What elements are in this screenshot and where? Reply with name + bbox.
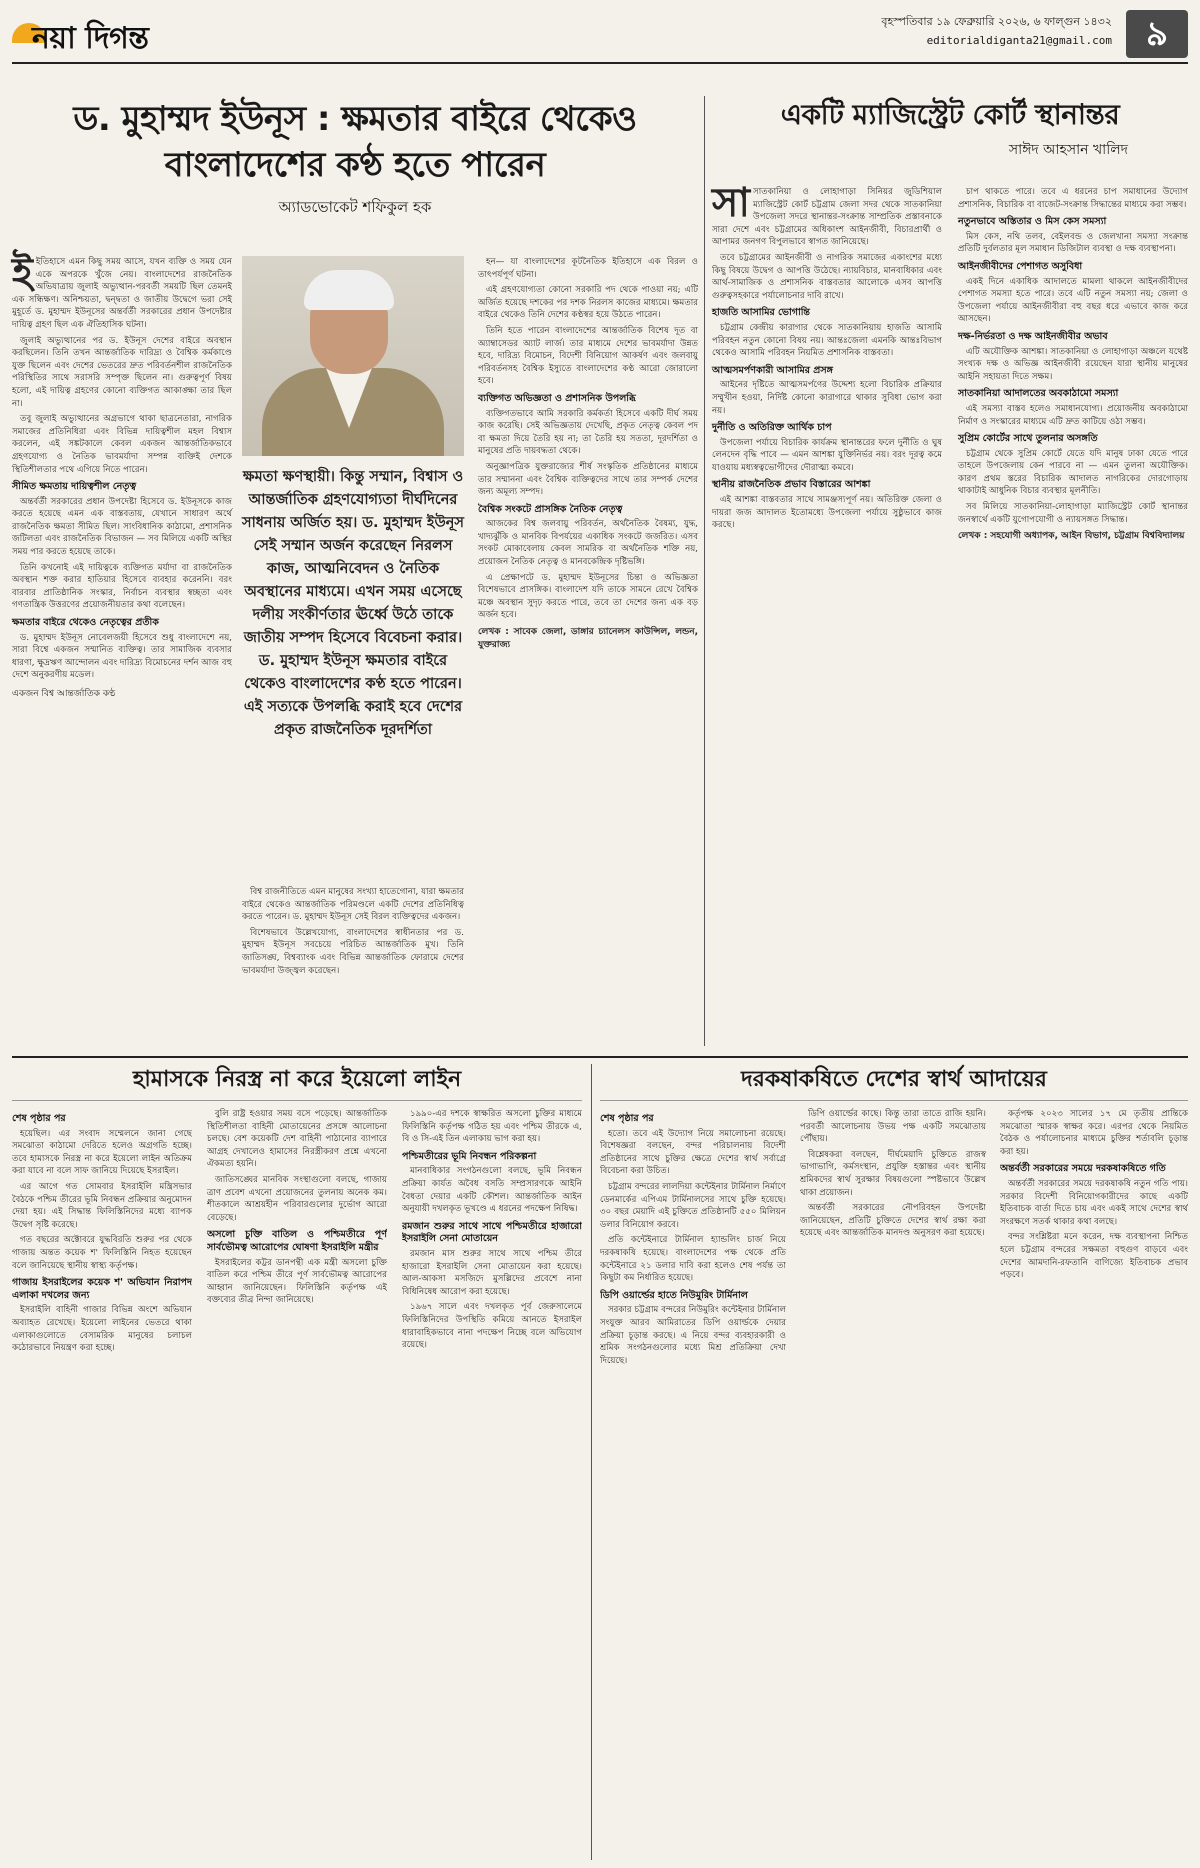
paragraph: তিনি হতে পারেন বাংলাদেশের আন্তর্জাতিক বিশেষ দূত বা অ্যাম্বাসেডর অ্যাট লার্জ। তার মাধ্যমে দেশের ভাবমর্যাদা উন্নত হবে, দারিদ্র্য বিমোচন, বিদেশী বিনিয়োগ আকর্ষণ এবং জলবায়ু পরিবর্তনসহ বৈশ্বিক ইস্যুতে বাংলাদেশের কণ্ঠ আরো জোরালো হবে। xyxy=(478,325,698,387)
article-port-deal-headline[interactable]: দরকষাকষিতে দেশের স্বার্থ আদায়ের xyxy=(600,1064,1188,1101)
article-yunus-headline[interactable] xyxy=(12,96,698,188)
paragraph: হতো। তবে এই উদ্যোগ নিয়ে সমালোচনা রয়েছে। বিশেষজ্ঞরা বলছেন, বন্দর পরিচালনায় বিদেশী প্রতিষ্ঠানের সাথে চুক্তির ক্ষেত্রে দেশের স্বার্থ সর্বাগ্রে বিবেচনা করা উচিত। xyxy=(600,1128,786,1177)
photo-hair-shape xyxy=(304,270,394,310)
paragraph: তবে চট্টগ্রামের আইনজীবী ও নাগরিক সমাজের একাংশের মধ্যে কিছু বিষয়ে উদ্বেগ ও আপত্তি উঠেছে। ন্যায়বিচার, মানবাধিকার এবং আর্থ-সামাজিক ও প্রশাসনিক বাস্তবতার আলোকে এসব আপত্তি গুরুত্বসহকারে পর্যালোচনার দাবি রাখে। xyxy=(712,252,942,301)
paragraph: ব্যক্তিগতভাবে আমি সরকারি কর্মকর্তা হিসেবে একটি দীর্ঘ সময় কাজ করেছি। সেই অভিজ্ঞতায় দেখেছি, প্রকৃত নেতৃত্ব কেবল পদ বা ক্ষমতা দিয়ে তৈরি হয় না; তা তৈরি হয় সততা, দূরদর্শিতা ও মানুষের প্রতি দায়বদ্ধতা থেকে। xyxy=(478,408,698,457)
article-court xyxy=(712,96,1188,1046)
paragraph: চট্টগ্রাম থেকে সুপ্রিম কোর্টে যেতে যদি মানুষ ঢাকা যেতে পারে তাহলে উপজেলায় কেন পারবে না — এমন তুলনা অযৌক্তিক। কারণ প্রথম স্তরের বিচারিক আদালত নাগরিকের দোরগোড়ায় থাকাটাই আধুনিক বিচার ব্যবস্থার মূলনীতি। xyxy=(958,448,1188,497)
article-hamas-headline[interactable]: হামাসকে নিরস্ত্র না করে ইয়েলো লাইন xyxy=(12,1064,582,1101)
drop-cap: সা xyxy=(712,180,751,226)
subheading: স্থানীয় রাজনৈতিক প্রভাব বিস্তারের আশঙ্কা xyxy=(712,479,871,491)
paragraph: হন— যা বাংলাদেশের কূটনৈতিক ইতিহাসে এক বিরল ও তাৎপর্যপূর্ণ ঘটনা। xyxy=(478,257,698,280)
article-court-headline[interactable]: একটি ম্যাজিস্ট্রেট কোর্ট স্থানান্তর xyxy=(780,98,1120,131)
paragraph: এই গ্রহণযোগ্যতা কোনো সরকারি পদ থেকে পাওয়া নয়; এটি অর্জিত হয়েছে দশকের পর দশক নিরলস কাজের মাধ্যমে। ক্ষমতার বাইরে থেকেও তিনি দেশের কণ্ঠস্বর হয়ে উঠতে পারেন। xyxy=(478,285,698,321)
paragraph: আজকের বিশ্ব জলবায়ু পরিবর্তন, অর্থনৈতিক বৈষম্য, যুদ্ধ, খাদ্যঝুঁকি ও মানবিক বিপর্যয়ের একাধিক সংকটে জর্জরিত। এসব সংকট মোকাবেলায় কেবল সামরিক বা অর্থনৈতিক শক্তি নয়, প্রয়োজন নৈতিক নেতৃত্ব ও মানবকেন্দ্রিক দৃষ্টিভঙ্গি। xyxy=(478,519,698,568)
subheading: আইনজীবীদের পেশাগত অসুবিধা xyxy=(958,260,1083,272)
paragraph: বন্দর সংশ্লিষ্টরা মনে করেন, দক্ষ ব্যবস্থাপনা নিশ্চিত হলে চট্টগ্রাম বন্দরের সক্ষমতা বহুগুণ বাড়বে এবং দেশের আমদানি-রফতানি বাণিজ্যে ইতিবাচক প্রভাব পড়বে। xyxy=(1000,1232,1188,1281)
article-yunus xyxy=(12,96,698,1046)
column-2-block xyxy=(242,886,464,1036)
subheading: বৈশ্বিক সংকটে প্রাসঙ্গিক নৈতিক নেতৃত্ব xyxy=(478,503,623,515)
subheading: পশ্চিমতীরের ভূমি নিবন্ধন পরিকল্পনা xyxy=(402,1150,537,1162)
paragraph: মিস কেস, নথি তলব, বেইলবন্ড ও জেলখানা সমস্যা সংক্রান্ত প্রতিটি দুর্বলতার মূল সমাধান ডিজিটাল ব্যবস্থা ও দক্ষ ব্যবস্থাপনা। xyxy=(958,231,1188,255)
subheading: দুর্নীতি ও অতিরিক্ত আর্থিক চাপ xyxy=(712,422,832,434)
continued-label: শেষ পৃষ্ঠার পর xyxy=(600,1113,654,1124)
section-divider xyxy=(12,1056,1188,1058)
paragraph: অন্তর্বর্তী সরকারের নৌপরিবহন উপদেষ্টা জানিয়েছেন, প্রতিটি চুক্তিতে দেশের স্বার্থ রক্ষা করা হয়েছে এবং আন্তর্জাতিক মানদণ্ড অনুসরণ করা হয়েছে। xyxy=(800,1203,986,1239)
paragraph: আইনের দৃষ্টিতে আত্মসমর্পণের উদ্দেশ্য হলো বিচারিক প্রক্রিয়ার সম্মুখীন হওয়া, নির্দিষ্ট কোনো কারাগারে থাকার সুবিধা ভোগ করা নয়। xyxy=(712,380,942,416)
paragraph: বিশ্ব রাজনীতিতে এমন মানুষের সংখ্যা হাতেগোনা, যারা ক্ষমতার বাইরে থেকেও আন্তর্জাতিক পরিমণ্ডলে একটি দেশের প্রতিনিধিত্ব করতে পারেন। ড. মুহাম্মদ ইউনূস সেই বিরল ব্যক্তিত্বদের একজন। xyxy=(242,887,464,923)
paragraph: এই সমস্যা বাস্তব হলেও সমাধানযোগ্য। প্রয়োজনীয় অবকাঠামো নির্মাণ ও সংস্কারের মাধ্যমে এটি দ্রুত কাটিয়ে ওঠা সম্ভব। xyxy=(958,403,1188,427)
subheading: গাজায় ইসরাইলের কয়েক শ' অভিযান নিরাপদ এলাকা দখলের জন্য xyxy=(12,1277,192,1301)
paragraph: ইতিহাসে এমন কিছু সময় আসে, যখন ব্যক্তি ও সময় যেন একে অপরকে খুঁজে নেয়। বাংলাদেশের রাজনৈতিক অভিযাত্রায় জুলাই অভ্যুত্থান-পরবর্তী সময়টি ছিল তেমনই এক সন্ধিক্ষণ। অনিশ্চয়তা, দ্বন্দ্বতা ও জাতীয় উদ্বেগে ভরা সেই মুহূর্তে ড. মুহাম্মদ ইউনূসের অন্তর্বর্তী সরকারের প্রধান উপদেষ্টার দায়িত্ব গ্রহণ ছিল এক ঐতিহাসিক ঘটনা। xyxy=(12,257,232,330)
article-hamas-column-1 xyxy=(12,1108,192,1858)
article-yunus-column-1 xyxy=(12,250,232,1036)
paragraph: অন্তর্বর্তী সরকারের সময়ে দরকষাকষি নতুন গতি পায়। সরকার বিদেশী বিনিয়োগকারীদের কাছে একটি ইতিবাচক বার্তা দিতে চায় এবং একই সাথে দেশের স্বার্থ সংরক্ষণে সতর্ক থাকার কথা বলছে। xyxy=(1000,1178,1188,1227)
paragraph: বুলি রাষ্ট্র হওয়ার সময় বসে পড়েছে। আন্তর্জাতিক স্থিতিশীলতা বাহিনী মোতায়েনের প্রসঙ্গে আলোচনা চলছে। বেশ কয়েকটি দেশ বাহিনী পাঠানোর ব্যাপারে আগ্রহ দেখালেও হামাসের নিরস্ত্রীকরণ প্রশ্নে এখনো ঐকমত্য হয়নি। xyxy=(207,1109,387,1170)
column-divider xyxy=(591,1064,592,1860)
article-yunus-center xyxy=(242,256,698,1036)
paragraph: ১৯৬৭ সালে এবং দখলকৃত পূর্ব জেরুসালেমে ফিলিস্তিনিদের উপস্থিতি কমিয়ে আনতে ইসরাইল ধারাবাহিকভাবে নানা পদক্ষেপ নিচ্ছে বলে অভিযোগ রয়েছে। xyxy=(402,1302,582,1351)
author-note: লেখক : সাবেক জেলা, ডাঙ্গার চ্যানেলস কাউন্সিল, লন্ডন, যুক্তরাজ্য xyxy=(478,627,698,650)
issue-date: বৃহস্পতিবার ১৯ ফেব্রুয়ারি ২০২৬, ৬ ফাল্গুন ১৪৩২ xyxy=(881,15,1112,28)
paragraph: চাপ থাকতে পারে। তবে এ ধরনের চাপ সমাধানের উদ্যোগ প্রশাসনিক, বিচারিক বা বাজেট-সংক্রান্ত সিদ্ধান্তের মাধ্যমে করা সম্ভব। xyxy=(958,187,1188,210)
article-port-deal xyxy=(600,1064,1188,1860)
paragraph: এর আগে গত সোমবার ইসরাইলি মন্ত্রিসভার বৈঠকে পশ্চিম তীরের ভূমি নিবন্ধন প্রক্রিয়ার অনুমোদন দেয়া হয়। এই সিদ্ধান্ত ফিলিস্তিনিদের মধ্যে ব্যাপক উদ্বেগ সৃষ্টি করেছে। xyxy=(12,1181,192,1230)
paragraph: জুলাই অভ্যুত্থানের পর ড. ইউনূস দেশের বাইরে অবস্থান করছিলেন। তিনি তখন আন্তর্জাতিক দারিদ্র্য ও বৈশ্বিক কর্মকাণ্ডে যুক্ত ছিলেন এবং দেশের ভেতরের দ্রুত পরিবর্তনশীল রাজনৈতিক পরিস্থিতির সাথে সরাসরি সম্পৃক্ত ছিলেন না। গুরুত্বপূর্ণ বিষয় হলো, এই দায়িত্ব গ্রহণের কোনো ব্যক্তিগত আকাঙ্ক্ষা তার ছিল না। xyxy=(12,335,232,409)
newspaper-logo[interactable] xyxy=(12,14,148,65)
article-hamas xyxy=(12,1064,582,1860)
article-hamas-column-3 xyxy=(402,1108,582,1858)
paragraph: অন্তর্বর্তী সরকারের প্রধান উপদেষ্টা হিসেবে ড. ইউনূসকে কাজ করতে হয়েছে এমন এক বাস্তবতায়, যেখানে সাধারণ অর্থে রাজনৈতিক ক্ষমতা সীমিত ছিল। সাংবিধানিক কাঠামো, প্রশাসনিক জটিলতা এবং রাজনৈতিক বিভাজন — সব মিলিয়ে একটি অস্থির সময় পার করতে হয়েছে তাকে। xyxy=(12,496,232,558)
subheading: রমজান শুরুর সাথে সাথে পশ্চিমতীরে হাজারো ইসরাইলি সেনা মোতায়েন xyxy=(402,1220,582,1245)
subheading: আত্মসমর্পণকারী আসামির প্রসঙ্গ xyxy=(712,364,833,376)
column-divider xyxy=(704,96,705,1046)
paragraph: বিশেষভাবে উল্লেখযোগ্য, বাংলাদেশের স্বাধীনতার পর ড. মুহাম্মদ ইউনূস সবচেয়ে পরিচিত আন্তর্জাতিক মুখ। তিনি জাতিসঙ্ঘ, বিশ্বব্যাংক এবং বিভিন্ন আন্তর্জাতিক ফোরামে দেশের ভাবমর্যাদা উজ্জ্বল করেছেন। xyxy=(242,927,464,976)
article-court-byline: সাঈদ আহসান খালিদ xyxy=(1008,142,1128,158)
paragraph: একই দিনে একাধিক আদালতে মামলা থাকলে আইনজীবীদের পেশাগত সমস্যা হতে পারে। তবে এটি নতুন সমস্যা নয়; জেলা ও উপজেলা পর্যায়ে আইনজীবীরা বহু বছর ধরে এভাবে কাজ করে আসছেন। xyxy=(958,276,1188,325)
paragraph: তবু জুলাই অভ্যুত্থানের অগ্রভাগে থাকা ছাত্রনেতারা, নাগরিক সমাজের প্রতিনিধিরা এবং বিভিন্ন দায়িত্বশীল মহল বিশ্বাস করলেন, এই সঙ্কটকালে কেবল একজন আন্তর্জাতিকভাবে গ্রহণযোগ্য ও নৈতিক ভাবমর্যাদা সম্পন্ন ব্যক্তিই দেশকে স্থিতিশীলতার পথে এগিয়ে নিতে পারেন। xyxy=(12,414,232,475)
paragraph: কর্তৃপক্ষ ২০২৩ সালের ১৭ মে তৃতীয় প্রান্তিকে সমঝোতা স্মারক স্বাক্ষর করে। এরপর থেকে নিয়মিত বৈঠক ও পর্যালোচনার মাধ্যমে চুক্তির শর্তাবলি চূড়ান্ত করা হয়। xyxy=(1000,1109,1188,1157)
article-port-deal-column-1 xyxy=(600,1108,786,1858)
subheading: সীমিত ক্ষমতায় দায়িত্বশীল নেতৃত্ব xyxy=(12,481,137,493)
headline-line-2: বাংলাদেশের কণ্ঠ হতে পারেন xyxy=(164,145,546,185)
paragraph: সাতকানিয়া ও লোহাগাড়া সিনিয়র জুডিশিয়াল ম্যাজিস্ট্রেট কোর্ট চট্টগ্রাম জেলা সদর থেকে সাতকানিয়া উপজেলা সদরে স্থানান্তর-সংক্রান্ত সাম্প্রতিক প্রস্তাবনাকে সারা দেশে এবং চট্টগ্রামের অধিকাংশ আইনজীবী, বিচারপ্রার্থী ও আপামর জনগণ বিপুলভাবে স্বাগত জানিয়েছে। xyxy=(712,187,942,248)
headline-line-1: ড. মুহাম্মদ ইউনূস : ক্ষমতার বাইরে থেকেও xyxy=(73,99,637,139)
subheading: অন্তর্বর্তী সরকারের সময়ে দরকষাকষিতে গতি xyxy=(1000,1163,1166,1175)
paragraph: এই আশঙ্কা বাস্তবতার সাথে সামঞ্জস্যপূর্ণ নয়। অতিরিক্ত জেলা ও দায়রা জজ আদালত ইতোমধ্যে উপজেলা পর্যায়ে সুষ্ঠুভাবে কাজ করছে। xyxy=(712,495,942,531)
paragraph: ডিপি ওয়ার্ল্ডের কাছে। কিন্তু তারা তাতে রাজি হয়নি। পরবর্তী আলোচনায় উভয় পক্ষ একটি সমঝোতায় পৌঁছায়। xyxy=(800,1109,986,1145)
article-court-column-1 xyxy=(712,180,942,1036)
paragraph: রমজান মাস শুরুর সাথে সাথে পশ্চিম তীরে হাজারো ইসরাইলি সেনা মোতায়েন করা হয়েছে। আল-আকসা মসজিদে মুসল্লিদের প্রবেশে নানা বিধিনিষেধ আরোপ করা হয়েছে। xyxy=(402,1248,582,1297)
article-yunus-column-2 xyxy=(242,886,698,1036)
subheading: সাতকানিয়া আদালতের অবকাঠামো সমস্যা xyxy=(958,388,1119,400)
article-court-column-2 xyxy=(958,186,1188,1036)
subheading: অসলো চুক্তি বাতিল ও পশ্চিমতীরে পূর্ণ সার্বভৌমত্ব আরোপের ঘোষণা ইসরাইলি মন্ত্রীর xyxy=(207,1229,387,1253)
subheading: হাজতি আসামির ভোগান্তি xyxy=(712,307,810,319)
continued-label: শেষ পৃষ্ঠার পর xyxy=(12,1113,66,1124)
logo-text: নয়া দিগন্ত xyxy=(32,21,149,56)
author-note: লেখক : সহযোগী অধ্যাপক, আইন বিভাগ, চট্টগ্রাম বিশ্ববিদ্যালয় xyxy=(958,531,1185,542)
paragraph: তিনি কখনোই এই দায়িত্বকে ব্যক্তিগত মর্যাদা বা রাজনৈতিক অবস্থান শক্ত করার হাতিয়ার হিসেবে ব্যবহার করেননি। বরং বারবার প্রাতিষ্ঠানিক সংস্কার, নির্বাচন ব্যবস্থার স্বচ্ছতা এবং গণতান্ত্রিক উত্তরণের প্রয়োজনীয়তার কথা বলেছেন। xyxy=(12,562,232,611)
paragraph: গত বছরের অক্টোবরে যুদ্ধবিরতি শুরুর পর থেকে গাজায় অন্তত কয়েক শ' ফিলিস্তিনি নিহত হয়েছেন বলে জানিয়েছে স্থানীয় স্বাস্থ্য কর্তৃপক্ষ। xyxy=(12,1235,192,1271)
caption-credit: একজন বিশ্ব আন্তর্জাতিক কণ্ঠ xyxy=(12,689,116,699)
paragraph: ড. মুহাম্মদ ইউনূস নোবেলজয়ী হিসেবে শুধু বাংলাদেশে নয়, সারা বিশ্বে একজন সম্মানিত ব্যক্তিত্ব। তার সামাজিক ব্যবসার ধারণা, ক্ষুদ্রঋণ আন্দোলন এবং দারিদ্র্য বিমোচনের দর্শন আজ বহু দেশে অনুকরণীয় মডেল। xyxy=(12,632,232,681)
article-port-deal-column-2 xyxy=(800,1108,986,1858)
yunus-photo xyxy=(242,256,464,456)
article-port-deal-column-3 xyxy=(1000,1108,1188,1858)
paragraph: সব মিলিয়ে সাতকানিয়া-লোহাগাড়া ম্যাজিস্ট্রেট কোর্ট স্থানান্তর জনস্বার্থে একটি যুগোপযোগী ও ন্যায়সঙ্গত সিদ্ধান্ত। xyxy=(958,502,1188,525)
page-number: ৯ xyxy=(1126,10,1188,58)
paragraph: ইসরাইলি বাহিনী গাজার বিভিন্ন অংশে অভিযান অব্যাহত রেখেছে। ইয়েলো লাইনের ভেতরে থাকা এলাকাগুলোতে বেসামরিক মানুষের চলাচল কঠোরভাবে নিয়ন্ত্রণ করা হচ্ছে। xyxy=(12,1305,192,1354)
paragraph: বিশ্লেষকরা বলছেন, দীর্ঘমেয়াদি চুক্তিতে রাজস্ব ভাগাভাগি, কর্মসংস্থান, প্রযুক্তি হস্তান্তর এবং স্থানীয় শ্রমিকদের স্বার্থ সুরক্ষার বিষয়গুলো স্পষ্টভাবে উল্লেখ থাকা প্রয়োজন। xyxy=(800,1149,986,1198)
paragraph: সরকার চট্টগ্রাম বন্দরের নিউমুরিং কন্টেইনার টার্মিনাল সংযুক্ত আরব আমিরাতের ডিপি ওয়ার্ল্ডকে দেয়ার প্রক্রিয়া চূড়ান্ত করছে। এ নিয়ে বন্দর ব্যবহারকারী ও শ্রমিক সংগঠনগুলোর মধ্যে মিশ্র প্রতিক্রিয়া দেখা দিয়েছে। xyxy=(600,1305,786,1366)
article-hamas-column-2 xyxy=(207,1108,387,1858)
paragraph: ১৯৯০-এর দশকে স্বাক্ষরিত অসলো চুক্তির মাধ্যমে ফিলিস্তিনি কর্তৃপক্ষ গঠিত হয় এবং পশ্চিম তীরকে এ, বি ও সি-এই তিন এলাকায় ভাগ করা হয়। xyxy=(402,1109,582,1145)
drop-cap: ই xyxy=(12,250,33,296)
subheading: ব্যক্তিগত অভিজ্ঞতা ও প্রশাসনিক উপলব্ধি xyxy=(478,392,636,404)
subheading: ক্ষমতার বাইরে থেকেও নেতৃত্বের প্রতীক xyxy=(12,617,159,629)
subheading: দক্ষ-নির্ভরতা ও দক্ষ আইনজীবীর অভাব xyxy=(958,330,1108,342)
paragraph: চট্টগ্রাম বন্দরের লালদিয়া কন্টেইনার টার্মিনাল নির্মাণে ডেনমার্কের এপিএম টার্মিনালসের সাথে চুক্তি হয়েছে। ৩০ বছর মেয়াদি এই চুক্তিতে প্রতিষ্ঠানটি ৫৫০ মিলিয়ন ডলার বিনিয়োগ করবে। xyxy=(600,1181,786,1230)
paragraph: এ প্রেক্ষাপটে ড. মুহাম্মদ ইউনূসের চিন্তা ও অভিজ্ঞতা বিশেষভাবে প্রাসঙ্গিক। বাংলাদেশ যদি তাকে সামনে রেখে বৈশ্বিক মঞ্চে অবস্থান সুদৃঢ় করতে পারে, তবে তা দেশের জন্য এক বড় অর্জন হবে। xyxy=(478,572,698,621)
paragraph: হয়েছিল। এর সংবাদ সম্মেলনে জানা গেছে সমঝোতা কাঠামো দেরিতে হলেও অগ্রগতি হচ্ছে। তবে হামাসকে নিরস্ত্র না করে ইয়েলো লাইন অতিক্রম করা যাবে না বলে সাফ জানিয়ে দিয়েছে ইসরাইল। xyxy=(12,1128,192,1177)
paragraph: অনুজ্ঞাপত্রিক যুক্তরাজ্যের শীর্ষ সংস্কৃতিক প্রতিষ্ঠানের মাধ্যমে তার সম্মাননা এবং বৈশ্বিক ব্যক্তিত্বদের সাথে তার সম্পর্ক দেশের জন্য অমূল্য সম্পদ। xyxy=(478,461,698,498)
subheading: সুপ্রিম কোর্টের সাথে তুলনার অসঙ্গতি xyxy=(958,433,1098,445)
pull-quote: ক্ষমতা ক্ষণস্থায়ী। কিন্তু সম্মান, বিশ্বাস ও আন্তর্জাতিক গ্রহণযোগ্যতা দীর্ঘদিনের সাধনায় অর্জিত হয়। ড. মুহাম্মদ ইউনূস সেই সম্মান অর্জন করেছেন নিরলস কাজ, আত্মনিবেদন ও নৈতিক অবস্থানের মাধ্যমে। এখন সময় এসেছে দলীয় সংকীর্ণতার ঊর্ধ্বে উঠে তাকে জাতীয় সম্পদ হিসেবে বিবেচনা করার। ড. মুহাম্মদ ইউনূস ক্ষমতার বাইরে থেকেও বাংলাদেশের কণ্ঠ হতে পারেন। এই সত্যকে উপলব্ধি করাই হবে দেশের প্রকৃত রাজনৈতিক দূরদর্শিতা xyxy=(242,469,464,738)
paragraph: এটি অযৌক্তিক আশঙ্কা। সাতকানিয়া ও লোহাগাড়া অঞ্চলে যথেষ্ট সংখ্যক দক্ষ ও অভিজ্ঞ আইনজীবী রয়েছেন যারা স্থানীয় মানুষের আইনি সহায়তা দিতে সক্ষম। xyxy=(958,346,1188,382)
paragraph: জাতিসঙ্ঘের মানবিক সংস্থাগুলো বলছে, গাজায় ত্রাণ প্রবেশ এখনো প্রয়োজনের তুলনায় অনেক কম। শীতকালে আশ্রয়হীন পরিবারগুলোর দুর্ভোগ আরো বেড়েছে। xyxy=(207,1174,387,1223)
article-yunus-byline: অ্যাডভোকেট শফিকুল হক xyxy=(278,198,432,216)
masthead xyxy=(12,8,1188,64)
paragraph: উপজেলা পর্যায়ে বিচারিক কার্যক্রম স্থানান্তরের ফলে দুর্নীতি ও ঘুষ লেনদেন বৃদ্ধি পাবে — এমন আশঙ্কা যুক্তিনির্ভর নয়। বরং দূরত্ব কমে যাওয়ায় মধ্যস্বত্বভোগীদের দৌরাত্ম্য কমবে। xyxy=(712,437,942,473)
paragraph: প্রতি কন্টেইনারে টার্মিনাল হ্যান্ডলিং চার্জ নিয়ে দরকষাকষি হয়েছে। বাংলাদেশের পক্ষ থেকে প্রতি কন্টেইনারে ২১ ডলার দাবি করা হলেও শেষ পর্যন্ত তা কিছুটা কম নির্ধারিত হয়েছে। xyxy=(600,1235,786,1284)
paragraph: মানবাধিকার সংগঠনগুলো বলছে, ভূমি নিবন্ধন প্রক্রিয়া কার্যত অবৈধ বসতি সম্প্রসারণকে আইনি বৈধতা দেয়ার একটি কৌশল। আন্তর্জাতিক আইন অনুযায়ী দখলকৃত ভূখণ্ডে এ ধরনের পদক্ষেপ নিষিদ্ধ। xyxy=(402,1166,582,1215)
subheading: ডিপি ওয়ার্ল্ডের হাতে নিউমুরিং টার্মিনাল xyxy=(600,1289,748,1301)
subheading: নতুনভাবে অস্তিতার ও মিস কেস সমস্যা xyxy=(958,216,1107,228)
paragraph: ইসরাইলের কট্টর ডানপন্থী এক মন্ত্রী অসলো চুক্তি বাতিল করে পশ্চিম তীরে পূর্ণ সার্বভৌমত্ব আরোপের আহ্বান জানিয়েছেন। ফিলিস্তিনি কর্তৃপক্ষ এই বক্তব্যের তীব্র নিন্দা জানিয়েছে। xyxy=(207,1257,387,1306)
paragraph: চট্টগ্রাম কেন্দ্রীয় কারাগার থেকে সাতকানিয়ায় হাজতি আসামি পরিবহন নতুন কোনো বিষয় নয়। আন্তঃজেলা এমনকি আন্তঃবিভাগ থেকেও আসামি পরিবহন নিয়মিত প্রশাসনিক বাস্তবতা। xyxy=(712,322,942,359)
editorial-email[interactable]: editorialdiganta21@gmail.com xyxy=(926,34,1112,47)
